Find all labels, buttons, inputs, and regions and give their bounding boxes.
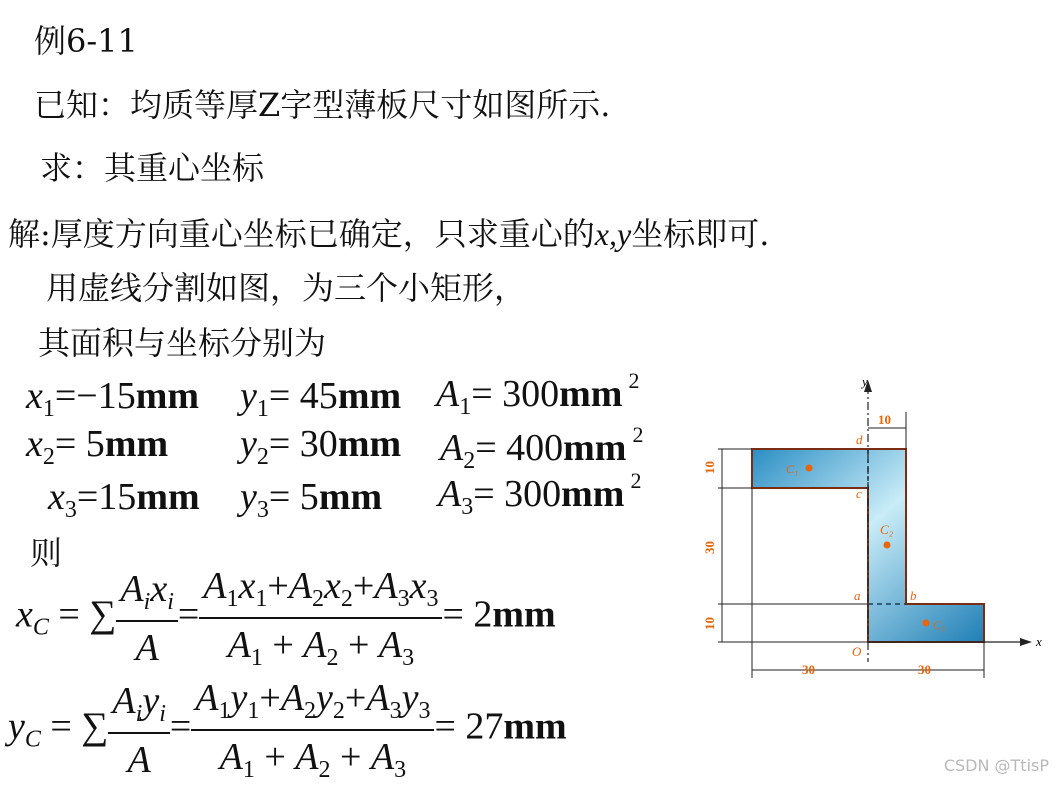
watermark: CSDN @TtisP <box>943 756 1049 775</box>
x-axis-label: x <box>1036 634 1042 649</box>
dim-top-10: 10 <box>878 412 891 427</box>
xc-result: = 2 <box>442 593 493 636</box>
centroid-C3-marker <box>923 620 930 627</box>
yc-result: = 27 <box>434 705 504 748</box>
dim-bottom-30-right: 30 <box>918 662 931 677</box>
label-b: b <box>910 588 917 603</box>
known-statement: 已知：均质等厚Z字型薄板尺寸如图所示. <box>34 86 611 124</box>
example-number: 例6-11 <box>34 22 138 60</box>
solution-suffix: 坐标即可. <box>631 215 770 253</box>
label-O: O <box>852 644 862 659</box>
dim-left-10-top: 10 <box>702 461 717 474</box>
A1-value: $A_1= 300mm$ $^2$ <box>436 368 640 420</box>
xc-unit: mm <box>492 593 556 636</box>
then-label: 则 <box>30 534 63 572</box>
yc-unit: mm <box>503 705 567 748</box>
label-C2: C₂ <box>880 522 894 537</box>
label-d: d <box>856 432 863 447</box>
centroid-C1-marker <box>806 465 813 472</box>
area-coordinate-statement: 其面积与坐标分别为 <box>38 324 327 362</box>
label-C3: C₃ <box>933 618 946 632</box>
y1-value: $y_1= 45mm$ <box>240 375 402 422</box>
dim-bottom-30-left: 30 <box>802 662 815 677</box>
solution-prefix: 解:厚度方向重心坐标已确定，只求重心的 <box>8 215 595 253</box>
x3-value: $x_3=15mm$ <box>48 476 200 523</box>
label-a: a <box>854 588 861 603</box>
y-axis-label: y <box>862 374 868 389</box>
A2-value: $A_2= 400mm$ $^2$ <box>440 422 644 474</box>
x-axis-arrow <box>1020 638 1032 646</box>
yc-formula: $y_C$ = ∑ $\frac{A_iy_i}{A}$ = $\frac{A_1y_1+A_2y_2+A_3y_3}{A_1 + A_2 + A_3}$ = 27mm <box>8 677 567 783</box>
centroid-C2-marker <box>884 542 891 549</box>
label-C1: C₁ <box>786 462 799 476</box>
dim-left-10-bottom: 10 <box>702 617 717 630</box>
x2-value: $x_2= 5mm$ <box>26 423 169 470</box>
xc-formula: $x_C$ = ∑ $\frac{A_ix_i}{A}$ = $\frac{A_1x_1+A_2x_2+A_3x_3}{A_1 + A_2 + A_3}$ = 2mm <box>16 565 556 671</box>
label-c: c <box>856 486 862 501</box>
A3-value: $A_3= 300mm$ $^2$ <box>438 468 642 520</box>
y2-value: $y_2= 30mm$ <box>240 423 402 470</box>
dim-left-30: 30 <box>702 541 717 554</box>
solution-statement <box>8 209 769 255</box>
y3-value: $y_3= 5mm$ <box>240 476 383 523</box>
find-statement: 求：其重心坐标 <box>40 149 265 187</box>
solution-xy: x,y <box>594 216 632 252</box>
split-statement: 用虚线分割如图，为三个小矩形， <box>46 269 527 307</box>
x1-value: $x_1=-15mm$ <box>26 375 200 422</box>
z-plate-figure <box>690 372 1050 692</box>
